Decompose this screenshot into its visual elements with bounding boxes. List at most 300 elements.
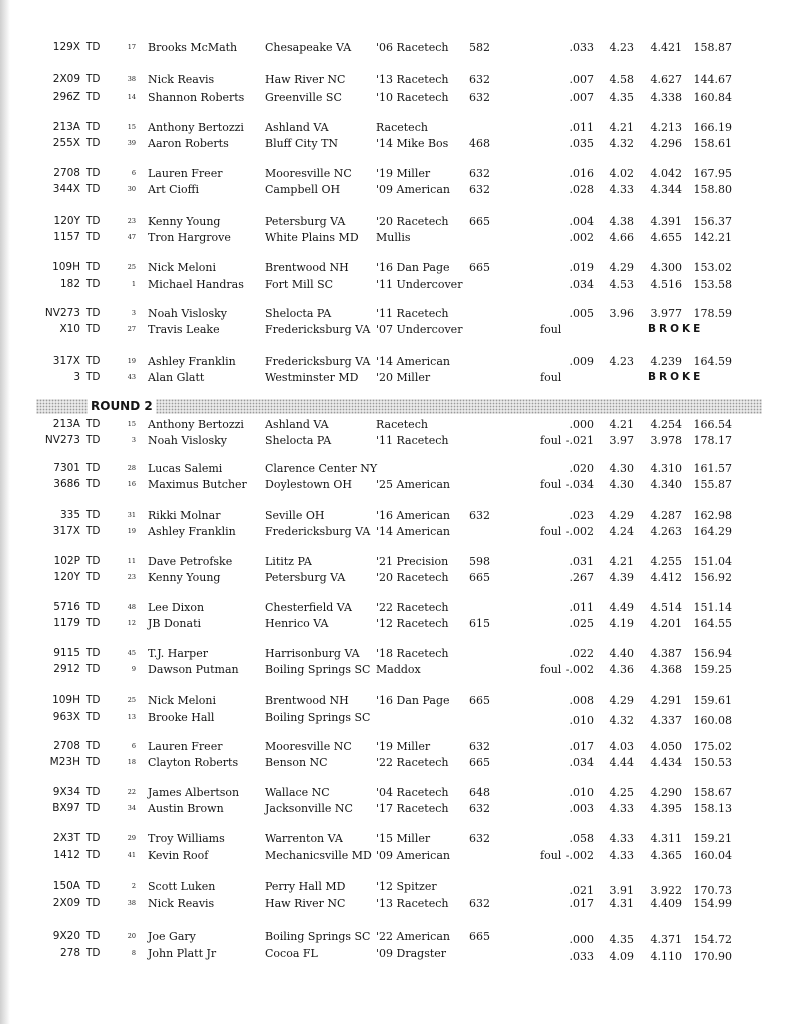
sixty-foot-time: 3.97 — [609, 434, 634, 447]
engine-size: 665 — [469, 571, 490, 584]
class-label: TD — [86, 647, 101, 659]
driver-name: Noah Vislosky — [148, 307, 227, 320]
hometown: Benson NC — [265, 756, 328, 769]
qualifying-number: 34 — [127, 804, 136, 812]
car-number: 2708 — [53, 740, 80, 752]
chassis: '11 Racetech — [376, 307, 449, 320]
elapsed-time: 4.254 — [650, 418, 682, 431]
speed-mph: 155.87 — [693, 478, 732, 491]
foul-mark: foul — [540, 434, 562, 447]
car-number: 150A — [52, 880, 80, 892]
elapsed-time: 4.110 — [650, 950, 682, 963]
elapsed-time: 4.412 — [650, 571, 682, 584]
elapsed-time: 3.922 — [650, 884, 682, 897]
qualifying-number: 43 — [127, 373, 136, 381]
class-label: TD — [86, 694, 101, 706]
qualifying-number: 45 — [127, 649, 136, 657]
hometown: Chesterfield VA — [265, 601, 352, 614]
qualifying-number: 20 — [127, 932, 136, 940]
class-label: TD — [86, 880, 101, 892]
car-number: 109H — [52, 694, 80, 706]
chassis: '09 American — [376, 849, 450, 862]
result-row — [0, 477, 796, 492]
qualifying-number: 23 — [127, 217, 136, 225]
chassis: '22 Racetech — [376, 756, 449, 769]
qualifying-number: 9 — [131, 665, 136, 673]
speed-mph: 164.55 — [693, 617, 732, 630]
reaction-time: .009 — [569, 355, 594, 368]
result-row — [0, 739, 796, 754]
speed-mph: 178.17 — [693, 434, 732, 447]
class-label: TD — [86, 832, 101, 844]
qualifying-number: 6 — [131, 742, 136, 750]
engine-size: 665 — [469, 930, 490, 943]
hometown: Petersburg VA — [265, 571, 346, 584]
speed-mph: 178.59 — [693, 307, 732, 320]
engine-size: 632 — [469, 91, 490, 104]
class-label: TD — [86, 371, 101, 383]
car-number: 317X — [52, 525, 80, 537]
hometown: Brentwood NH — [265, 694, 349, 707]
result-row — [0, 662, 796, 677]
car-number: 102P — [53, 555, 80, 567]
car-number: 213A — [52, 121, 80, 133]
class-label: TD — [86, 478, 101, 490]
sixty-foot-time: 4.21 — [609, 555, 634, 568]
chassis: '20 Miller — [376, 371, 431, 384]
hometown: Henrico VA — [265, 617, 329, 630]
elapsed-time: 4.300 — [650, 261, 682, 274]
hometown: Seville OH — [265, 509, 325, 522]
car-number: 9X34 — [52, 786, 80, 798]
hometown: Clarence Center NY — [265, 462, 378, 475]
reaction-time: .058 — [569, 832, 594, 845]
speed-mph: 156.92 — [693, 571, 732, 584]
hometown: White Plains MD — [265, 231, 359, 244]
result-row — [0, 72, 796, 87]
speed-mph: 144.67 — [693, 73, 732, 86]
broke-status: BROKE — [648, 371, 704, 383]
reaction-time: .007 — [569, 91, 594, 104]
result-row — [0, 755, 796, 770]
chassis: '22 American — [376, 930, 450, 943]
speed-mph: 170.90 — [693, 950, 732, 963]
result-row — [0, 508, 796, 523]
speed-mph: 158.67 — [693, 786, 732, 799]
engine-size: 632 — [469, 73, 490, 86]
sixty-foot-time: 4.29 — [609, 261, 634, 274]
hometown: Chesapeake VA — [265, 41, 352, 54]
chassis: '11 Undercover — [376, 278, 463, 291]
sixty-foot-time: 4.53 — [609, 278, 634, 291]
elapsed-time: 4.239 — [650, 355, 682, 368]
speed-mph: 166.54 — [693, 418, 732, 431]
driver-name: Noah Vislosky — [148, 434, 227, 447]
elapsed-time: 4.434 — [650, 756, 682, 769]
driver-name: Maximus Butcher — [148, 478, 247, 491]
result-row — [0, 693, 796, 708]
hometown: Wallace NC — [265, 786, 330, 799]
chassis: '14 American — [376, 525, 450, 538]
qualifying-number: 3 — [131, 309, 136, 317]
elapsed-time: 4.050 — [650, 740, 682, 753]
result-row — [0, 260, 796, 275]
result-row — [0, 600, 796, 615]
chassis: '18 Racetech — [376, 647, 449, 660]
speed-mph: 150.53 — [693, 756, 732, 769]
car-number: 120Y — [53, 215, 80, 227]
class-label: TD — [86, 215, 101, 227]
qualifying-number: 38 — [127, 75, 136, 83]
reaction-time: .011 — [569, 601, 594, 614]
result-row — [0, 646, 796, 661]
result-row — [0, 461, 796, 476]
driver-name: Nick Meloni — [148, 694, 216, 707]
class-label: TD — [86, 323, 101, 335]
elapsed-time: 4.255 — [650, 555, 682, 568]
hometown: Ashland VA — [265, 418, 329, 431]
reaction-time: .011 — [569, 121, 594, 134]
chassis: '09 Dragster — [376, 947, 447, 960]
engine-size: 632 — [469, 740, 490, 753]
car-number: 296Z — [52, 91, 80, 103]
driver-name: Travis Leake — [148, 323, 220, 336]
foul-mark: foul — [540, 371, 562, 384]
round-2-heading: ROUND 2 — [88, 399, 156, 414]
sixty-foot-time: 4.29 — [609, 694, 634, 707]
car-number: 7301 — [53, 462, 80, 474]
car-number: 2X3T — [53, 832, 80, 844]
sixty-foot-time: 4.21 — [609, 418, 634, 431]
qualifying-number: 22 — [127, 788, 136, 796]
sixty-foot-time: 4.31 — [609, 897, 634, 910]
reaction-time: -.021 — [565, 434, 594, 447]
result-row — [0, 946, 796, 961]
sixty-foot-time: 4.32 — [609, 714, 634, 727]
result-row — [0, 848, 796, 863]
qualifying-number: 31 — [127, 511, 136, 519]
speed-mph: 160.04 — [693, 849, 732, 862]
hometown: Shelocta PA — [265, 434, 332, 447]
driver-name: James Albertson — [148, 786, 240, 799]
engine-size: 615 — [469, 617, 490, 630]
driver-name: Tron Hargrove — [148, 231, 231, 244]
engine-size: 632 — [469, 802, 490, 815]
qualifying-number: 27 — [127, 325, 136, 333]
speed-mph: 164.59 — [693, 355, 732, 368]
driver-name: Brooks McMath — [148, 41, 238, 54]
chassis: Racetech — [376, 418, 428, 431]
reaction-time: .005 — [569, 307, 594, 320]
speed-mph: 175.02 — [693, 740, 732, 753]
qualifying-number: 28 — [127, 464, 136, 472]
car-number: 278 — [59, 947, 80, 959]
reaction-time: -.002 — [565, 525, 594, 538]
result-row — [0, 214, 796, 229]
class-label: TD — [86, 261, 101, 273]
qualifying-number: 19 — [127, 527, 136, 535]
qualifying-number: 48 — [127, 603, 136, 611]
class-label: TD — [86, 462, 101, 474]
driver-name: Alan Glatt — [148, 371, 205, 384]
chassis: '19 Miller — [376, 740, 431, 753]
chassis: '19 Miller — [376, 167, 431, 180]
car-number: 2X09 — [52, 897, 80, 909]
elapsed-time: 4.213 — [650, 121, 682, 134]
engine-size: 648 — [469, 786, 490, 799]
class-label: TD — [86, 231, 101, 243]
speed-mph: 158.13 — [693, 802, 732, 815]
car-number: 1412 — [53, 849, 80, 861]
chassis: '20 Racetech — [376, 571, 449, 584]
driver-name: Nick Reavis — [148, 897, 215, 910]
driver-name: Kenny Young — [148, 571, 221, 584]
reaction-time: -.002 — [565, 849, 594, 862]
car-number: 335 — [59, 509, 80, 521]
elapsed-time: 4.287 — [650, 509, 682, 522]
reaction-time: .007 — [569, 73, 594, 86]
driver-name: Joe Gary — [148, 930, 196, 943]
speed-mph: 164.29 — [693, 525, 732, 538]
hometown: Shelocta PA — [265, 307, 332, 320]
chassis: '06 Racetech — [376, 41, 449, 54]
hometown: Cocoa FL — [265, 947, 318, 960]
reaction-time: .004 — [569, 215, 594, 228]
result-row — [0, 570, 796, 585]
result-row — [0, 616, 796, 631]
class-label: TD — [86, 663, 101, 675]
result-row — [0, 417, 796, 432]
speed-mph: 159.61 — [693, 694, 732, 707]
class-label: TD — [86, 555, 101, 567]
hometown: Westminster MD — [265, 371, 359, 384]
qualifying-number: 13 — [127, 713, 136, 721]
hometown: Fort Mill SC — [265, 278, 334, 291]
chassis: Maddox — [376, 663, 421, 676]
driver-name: Dave Petrofske — [148, 555, 233, 568]
sixty-foot-time: 4.33 — [609, 849, 634, 862]
car-number: 963X — [52, 711, 80, 723]
car-number: 3 — [73, 371, 80, 383]
driver-name: Lucas Salemi — [148, 462, 223, 475]
result-row — [0, 896, 796, 911]
reaction-time: .008 — [569, 694, 594, 707]
speed-mph: 159.25 — [693, 663, 732, 676]
qualifying-number: 25 — [127, 696, 136, 704]
sixty-foot-time: 4.23 — [609, 41, 634, 54]
qualifying-number: 30 — [127, 185, 136, 193]
chassis: '15 Miller — [376, 832, 431, 845]
elapsed-time: 4.409 — [650, 897, 682, 910]
sixty-foot-time: 4.33 — [609, 802, 634, 815]
driver-name: Nick Reavis — [148, 73, 215, 86]
car-number: 344X — [52, 183, 80, 195]
class-label: TD — [86, 355, 101, 367]
qualifying-number: 47 — [127, 233, 136, 241]
chassis: Mullis — [376, 231, 411, 244]
elapsed-time: 4.365 — [650, 849, 682, 862]
qualifying-number: 1 — [131, 280, 136, 288]
qualifying-number: 39 — [127, 139, 136, 147]
qualifying-number: 16 — [127, 480, 136, 488]
speed-mph: 167.95 — [693, 167, 732, 180]
chassis: '12 Racetech — [376, 617, 449, 630]
reaction-time: .003 — [569, 802, 594, 815]
engine-size: 665 — [469, 756, 490, 769]
reaction-time: .033 — [569, 41, 594, 54]
reaction-time: .034 — [569, 278, 594, 291]
result-row — [0, 879, 796, 897]
result-row — [0, 785, 796, 800]
elapsed-time: 4.338 — [650, 91, 682, 104]
driver-name: Kenny Young — [148, 215, 221, 228]
chassis: '16 Dan Page — [376, 694, 450, 707]
reaction-time: .000 — [569, 933, 594, 946]
chassis: '16 American — [376, 509, 450, 522]
engine-size: 632 — [469, 509, 490, 522]
speed-mph: 161.57 — [693, 462, 732, 475]
car-number: NV273 — [44, 434, 80, 446]
class-label: TD — [86, 525, 101, 537]
class-label: TD — [86, 434, 101, 446]
chassis: '16 Dan Page — [376, 261, 450, 274]
speed-mph: 162.98 — [693, 509, 732, 522]
sixty-foot-time: 4.24 — [609, 525, 634, 538]
speed-mph: 154.99 — [693, 897, 732, 910]
class-label: TD — [86, 137, 101, 149]
chassis: '14 Mike Bos — [376, 137, 449, 150]
car-number: 2708 — [53, 167, 80, 179]
class-label: TD — [86, 786, 101, 798]
elapsed-time: 4.387 — [650, 647, 682, 660]
car-number: X10 — [59, 323, 80, 335]
speed-mph: 156.94 — [693, 647, 732, 660]
class-label: TD — [86, 91, 101, 103]
hometown: Doylestown OH — [265, 478, 352, 491]
result-row — [0, 90, 796, 105]
elapsed-time: 4.263 — [650, 525, 682, 538]
reaction-time: .025 — [569, 617, 594, 630]
chassis: '21 Precision — [376, 555, 449, 568]
reaction-time: -.034 — [565, 478, 594, 491]
sixty-foot-time: 4.66 — [609, 231, 634, 244]
sixty-foot-time: 4.35 — [609, 91, 634, 104]
hometown: Fredericksburg VA — [265, 525, 371, 538]
elapsed-time: 4.042 — [650, 167, 682, 180]
hometown: Mechanicsville MD — [265, 849, 372, 862]
result-row — [0, 120, 796, 135]
elapsed-time: 4.344 — [650, 183, 682, 196]
driver-name: Shannon Roberts — [148, 91, 245, 104]
foul-mark: foul — [540, 478, 562, 491]
reaction-time: .002 — [569, 231, 594, 244]
elapsed-time: 3.977 — [650, 307, 682, 320]
speed-mph: 156.37 — [693, 215, 732, 228]
elapsed-time: 4.421 — [650, 41, 682, 54]
elapsed-time: 4.340 — [650, 478, 682, 491]
class-label: TD — [86, 167, 101, 179]
result-row — [0, 230, 796, 245]
qualifying-number: 6 — [131, 169, 136, 177]
car-number: 5716 — [53, 601, 80, 613]
reaction-time: .033 — [569, 950, 594, 963]
class-label: TD — [86, 897, 101, 909]
qualifying-number: 15 — [127, 420, 136, 428]
sixty-foot-time: 4.44 — [609, 756, 634, 769]
hometown: Haw River NC — [265, 897, 346, 910]
elapsed-time: 4.371 — [650, 933, 682, 946]
speed-mph: 160.08 — [693, 714, 732, 727]
qualifying-number: 23 — [127, 573, 136, 581]
driver-name: Scott Luken — [148, 880, 216, 893]
car-number: 2912 — [53, 663, 80, 675]
foul-mark: foul — [540, 525, 562, 538]
sixty-foot-time: 4.03 — [609, 740, 634, 753]
reaction-time: .023 — [569, 509, 594, 522]
driver-name: Dawson Putman — [148, 663, 239, 676]
elapsed-time: 4.627 — [650, 73, 682, 86]
driver-name: Brooke Hall — [148, 711, 215, 724]
reaction-time: .021 — [569, 884, 594, 897]
sixty-foot-time: 4.29 — [609, 509, 634, 522]
sixty-foot-time: 4.40 — [609, 647, 634, 660]
chassis: '07 Undercover — [376, 323, 463, 336]
hometown: Petersburg VA — [265, 215, 346, 228]
reaction-time: .010 — [569, 786, 594, 799]
class-label: TD — [86, 740, 101, 752]
class-label: TD — [86, 121, 101, 133]
hometown: Lititz PA — [265, 555, 312, 568]
qualifying-number: 8 — [131, 949, 136, 957]
driver-name: Ashley Franklin — [148, 355, 236, 368]
chassis: '12 Spitzer — [376, 880, 437, 893]
elapsed-time: 4.290 — [650, 786, 682, 799]
elapsed-time: 4.368 — [650, 663, 682, 676]
qualifying-number: 2 — [131, 882, 136, 890]
car-number: BX97 — [52, 802, 80, 814]
speed-mph: 158.87 — [693, 41, 732, 54]
elapsed-time: 4.514 — [650, 601, 682, 614]
chassis: Racetech — [376, 121, 428, 134]
driver-name: JB Donati — [148, 617, 202, 630]
hometown: Harrisonburg VA — [265, 647, 360, 660]
driver-name: Troy Williams — [148, 832, 225, 845]
elapsed-time: 4.201 — [650, 617, 682, 630]
driver-name: Austin Brown — [148, 802, 224, 815]
hometown: Mooresville NC — [265, 740, 352, 753]
car-number: 213A — [52, 418, 80, 430]
foul-mark: foul — [540, 849, 562, 862]
class-label: TD — [86, 802, 101, 814]
result-row — [0, 354, 796, 369]
result-row — [0, 40, 796, 55]
sixty-foot-time: 4.30 — [609, 462, 634, 475]
reaction-time: .010 — [569, 714, 594, 727]
car-number: 317X — [52, 355, 80, 367]
driver-name: Rikki Molnar — [148, 509, 221, 522]
car-number: NV273 — [44, 307, 80, 319]
driver-name: Clayton Roberts — [148, 756, 239, 769]
elapsed-time: 4.296 — [650, 137, 682, 150]
qualifying-number: 11 — [127, 557, 136, 565]
sixty-foot-time: 4.35 — [609, 933, 634, 946]
foul-mark: foul — [540, 663, 562, 676]
speed-mph: 151.04 — [693, 555, 732, 568]
sixty-foot-time: 4.33 — [609, 832, 634, 845]
sixty-foot-time: 3.91 — [609, 884, 634, 897]
reaction-time: .000 — [569, 418, 594, 431]
sixty-foot-time: 4.49 — [609, 601, 634, 614]
